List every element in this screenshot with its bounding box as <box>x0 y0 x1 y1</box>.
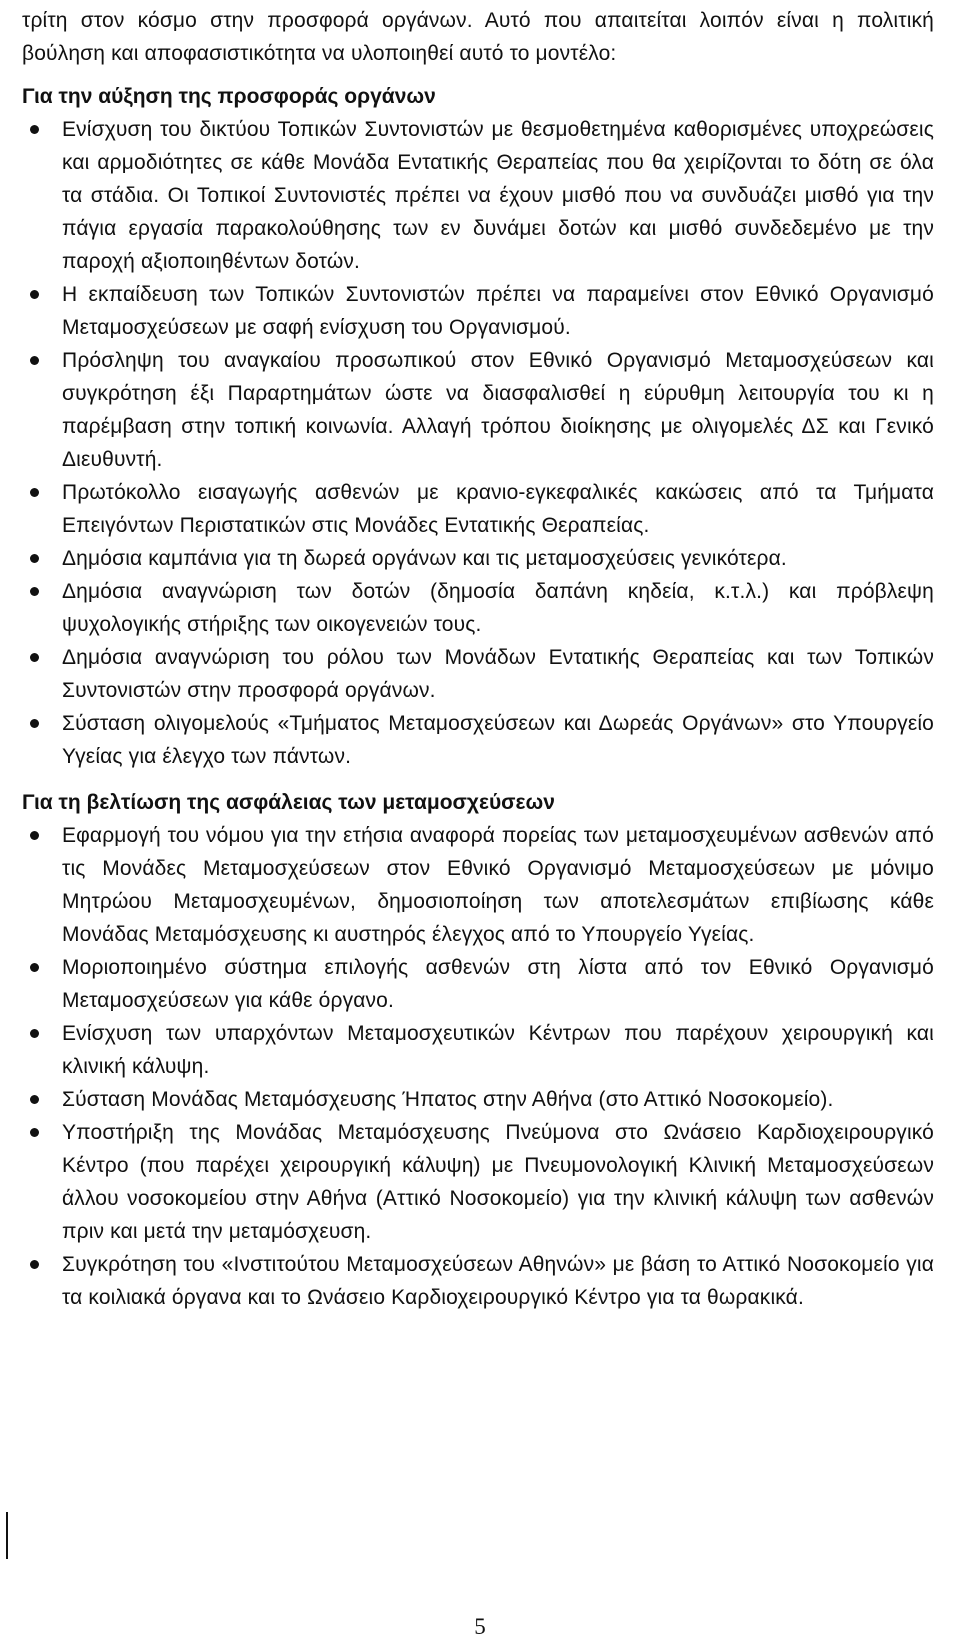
list-item <box>22 1083 934 1116</box>
bullet-icon <box>30 290 39 299</box>
list-item-text: Δημόσια αναγνώριση των δοτών (δημοσία δαπάνη κηδεία, κ.τ.λ.) και πρόβλεψη ψυχολογικής στήριξης των οικογενειών τους. <box>62 580 934 636</box>
page-number: 5 <box>474 1614 486 1639</box>
bullet-icon <box>30 1095 39 1104</box>
bullet-icon <box>30 125 39 134</box>
list-item-text: Υποστήριξη της Μονάδας Μεταμόσχευσης Πνεύμονα στο Ωνάσειο Καρδιοχειρουργικό Κέντρο (που παρέχει χειρουργική κάλυψη) με Πνευμονολογική Κλινική Μεταμοσχεύσεων άλλου νοσοκομείου στην Αθήνα (Αττικό Νοσοκομείο) για την κλινική κάλυψη των ασθενών πριν και μετά την μεταμόσχευση. <box>62 1121 934 1243</box>
list-item <box>22 951 934 1017</box>
list-item <box>22 707 934 773</box>
list-item <box>22 542 934 575</box>
bullet-icon <box>30 1029 39 1038</box>
list-item <box>22 1017 934 1083</box>
list-item <box>22 819 934 951</box>
list-item-text: Σύσταση Μονάδας Μεταμόσχευσης Ήπατος στην Αθήνα (στο Αττικό Νοσοκομείο). <box>62 1088 834 1111</box>
list-item-text: Δημόσια καμπάνια για τη δωρεά οργάνων και τις μεταμοσχεύσεις γενικότερα. <box>62 547 787 570</box>
bullet-icon <box>30 488 39 497</box>
bullet-icon <box>30 653 39 662</box>
list-item-text: Πρόσληψη του αναγκαίου προσωπικού στον Εθνικό Οργανισμό Μεταμοσχεύσεων και συγκρότηση έξι Παραρτημάτων ώστε να διασφαλισθεί η εύρυθμη λειτουργία του κι η παρέμβαση στην τοπική κοινωνία. Αλλαγή τρόπου διοίκησης με ολιγομελές ΔΣ και Γενικό Διευθυντή. <box>62 349 934 471</box>
list-item <box>22 476 934 542</box>
transplant-safety-list <box>22 819 934 1314</box>
list-item-text: Συγκρότηση του «Ινστιτούτου Μεταμοσχεύσεων Αθηνών» με βάση το Αττικό Νοσοκομείο για τα κοιλιακά όργανα και το Ωνάσειο Καρδιοχειρουργικό Κέντρο για τα θωρακικά. <box>62 1253 934 1309</box>
bullet-icon <box>30 1260 39 1269</box>
bullet-icon <box>30 356 39 365</box>
section-heading-organ-supply: Για την αύξηση της προσφοράς οργάνων <box>22 85 436 108</box>
list-item-text: Μοριοποιημένο σύστημα επιλογής ασθενών στη λίστα από τον Εθνικό Οργανισμό Μεταμοσχεύσεων για κάθε όργανο. <box>62 956 934 1012</box>
list-item <box>22 575 934 641</box>
bullet-icon <box>30 587 39 596</box>
list-item-text: Ενίσχυση των υπαρχόντων Μεταμοσχευτικών Κέντρων που παρέχουν χειρουργική και κλινική κάλυψη. <box>62 1022 934 1078</box>
list-item-text: Σύσταση ολιγομελούς «Τμήματος Μεταμοσχεύσεων και Δωρεάς Οργάνων» στο Υπουργείο Υγείας για έλεγχο των πάντων. <box>62 712 934 768</box>
margin-change-bar <box>6 1512 8 1559</box>
list-item <box>22 1248 934 1314</box>
list-item <box>22 278 934 344</box>
list-item <box>22 344 934 476</box>
document-page <box>22 0 934 1314</box>
list-item-text: Δημόσια αναγνώριση του ρόλου των Μονάδων Εντατικής Θεραπείας και των Τοπικών Συντονιστών στην προσφορά οργάνων. <box>62 646 934 702</box>
bullet-icon <box>30 963 39 972</box>
list-item-text: Εφαρμογή του νόμου για την ετήσια αναφορά πορείας των μεταμοσχευμένων ασθενών από τις Μονάδες Μεταμοσχεύσεων στον Εθνικό Οργανισμό Μεταμοσχεύσεων με μόνιμο Μητρώου Μεταμοσχευμένων, δημοσιοποίηση των αποτελεσμάτων επιβίωσης κάθε Μονάδας Μεταμόσχευσης κι αυστηρός έλεγχος από το Υπουργείο Υγείας. <box>62 824 934 946</box>
bullet-icon <box>30 554 39 563</box>
list-item <box>22 641 934 707</box>
section-heading-transplant-safety: Για τη βελτίωση της ασφάλειας των μεταμοσχεύσεων <box>22 791 555 814</box>
bullet-icon <box>30 719 39 728</box>
organ-supply-list <box>22 113 934 773</box>
list-item <box>22 113 934 278</box>
list-item <box>22 1116 934 1248</box>
bullet-icon <box>30 1128 39 1137</box>
list-item-text: Ενίσχυση του δικτύου Τοπικών Συντονιστών με θεσμοθετημένα καθορισμένες υποχρεώσεις και αρμοδιότητες σε κάθε Μονάδα Εντατικής Θεραπείας που θα χειρίζονται το δότη σε όλα τα στάδια. Οι Τοπικοί Συντονιστές πρέπει να έχουν μισθό που να συνδυάζει μισθό για την πάγια εργασία παρακολούθησης των εν δυνάμει δοτών και μισθό συνδεδεμένο με την παροχή αξιοποιηθέντων δοτών. <box>62 118 934 273</box>
list-item-text: Πρωτόκολλο εισαγωγής ασθενών με κρανιο-εγκεφαλικές κακώσεις από τα Τμήματα Επειγόντων Περιστατικών στις Μονάδες Εντατικής Θεραπείας. <box>62 481 934 537</box>
bullet-icon <box>30 831 39 840</box>
list-item-text: Η εκπαίδευση των Τοπικών Συντονιστών πρέπει να παραμείνει στον Εθνικό Οργανισμό Μεταμοσχεύσεων με σαφή ενίσχυση του Οργανισμού. <box>62 283 934 339</box>
intro-paragraph: τρίτη στον κόσμο στην προσφορά οργάνων. Αυτό που απαιτείται λοιπόν είναι η πολιτική βούληση και αποφασιστικότητα να υλοποιηθεί αυτό το μοντέλο: <box>22 9 934 65</box>
